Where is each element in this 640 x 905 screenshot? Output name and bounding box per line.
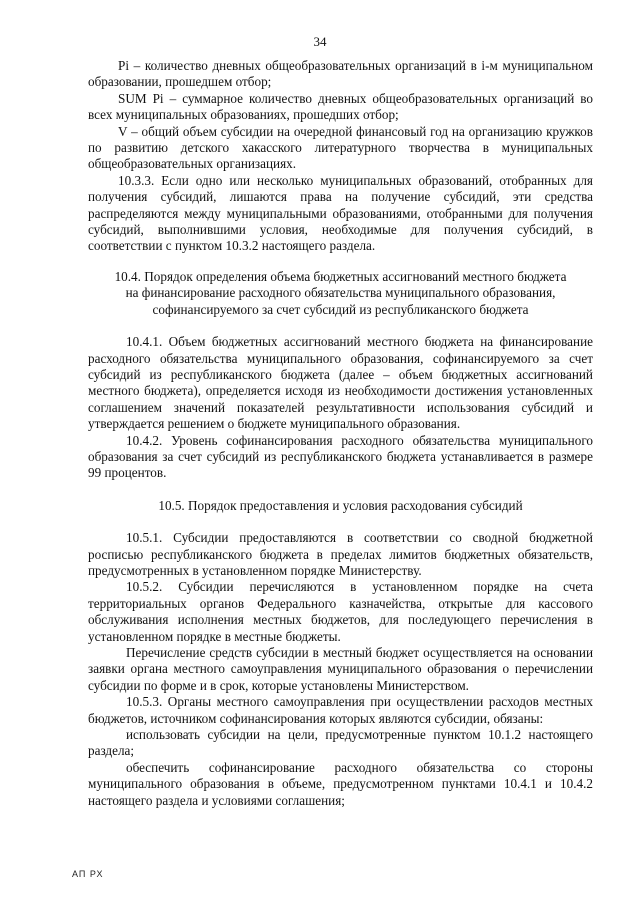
footer-mark: АП РХ xyxy=(72,869,104,879)
obligation-item: обеспечить софинансирование расходного обязательства со стороны муниципального образования в объеме, предусмотренном пунктами 10.4.1 и 10.4.2 настоящего раздела и условиями соглашения; xyxy=(88,759,593,808)
definition-sum-pi: SUM Pi – суммарное количество дневных общеобразовательных организаций во всех муниципальных образованиях, прошедших отбор; xyxy=(88,90,593,123)
clause-10-4-2: 10.4.2. Уровень софинансирования расходного обязательства муниципального образования за счет субсидий из республиканского бюджета устанавливается в размере 99 процентов. xyxy=(88,432,593,481)
clause-10-5-2: 10.5.2. Субсидии перечисляются в установленном порядке на счета территориальных органов Федерального казначейства, открытые для кассового обслуживания исполнения местных бюджетов, для последующего перечисления в установленном порядке в местные бюджеты. xyxy=(88,579,593,644)
clause-10-5-3: 10.5.3. Органы местного самоуправления при осуществлении расходов местных бюджетов, источником софинансирования которых являются субсидии, обязаны: xyxy=(88,694,593,726)
obligation-item: использовать субсидии на цели, предусмотренные пунктом 10.1.2 настоящего раздела; xyxy=(88,727,593,759)
document-body xyxy=(88,58,593,809)
clause-10-3-3: 10.3.3. Если одно или несколько муниципальных образований, отобранных для получения субсидий, лишаются права на получение субсидий, эти средства распределяются между муниципальными образованиями, отобранными для получения субсидий, выполнившими условия, необходимые для получения субсидий, в соответствии с пунктом 10.3.2 настоящего раздела. xyxy=(88,172,593,254)
section-10-4-heading-line: на финансирование расходного обязательства муниципального образования, xyxy=(125,285,556,301)
transfer-paragraph: Перечисление средств субсидии в местный бюджет осуществляется на основании заявки органа местного самоуправления муниципального образования о перечислении субсидии по форме и в срок, которые установлены Министерством. xyxy=(88,645,593,693)
page-number: 34 xyxy=(313,34,327,49)
section-10-4-heading-line: 10.4. Порядок определения объема бюджетных ассигнований местного бюджета xyxy=(114,268,567,284)
section-10-4-heading-line: софинансируемого за счет субсидий из республиканского бюджета xyxy=(152,301,529,317)
section-10-5-heading: 10.5. Порядок предоставления и условия расходования субсидий xyxy=(158,497,523,513)
clause-10-5-1: 10.5.1. Субсидии предоставляются в соответствии со сводной бюджетной росписью республиканского бюджета в пределах лимитов бюджетных обязательств, предусмотренных в установленном порядке Министерству. xyxy=(88,530,593,578)
definition-v: V – общий объем субсидии на очередной финансовый год на организацию кружков по развитию детского хакасского литературного творчества в муниципальных общеобразовательных организациях. xyxy=(88,123,593,172)
section-10-4-heading xyxy=(88,269,593,318)
clause-10-4-1: 10.4.1. Объем бюджетных ассигнований местного бюджета на финансирование расходного обязательства муниципального образования, софинансируемого за счет субсидий из республиканского бюджета (далее – объем бюджетных ассигнований местного бюджета), определяется исходя из необходимости достижения установленных соглашением значений показателей результативности использования субсидий и утверждается решением о бюджете муниципального образования. xyxy=(88,334,593,432)
definition-pi: Pi – количество дневных общеобразовательных организаций в i-м муниципальном образовании, прошедшем отбор; xyxy=(88,58,593,90)
